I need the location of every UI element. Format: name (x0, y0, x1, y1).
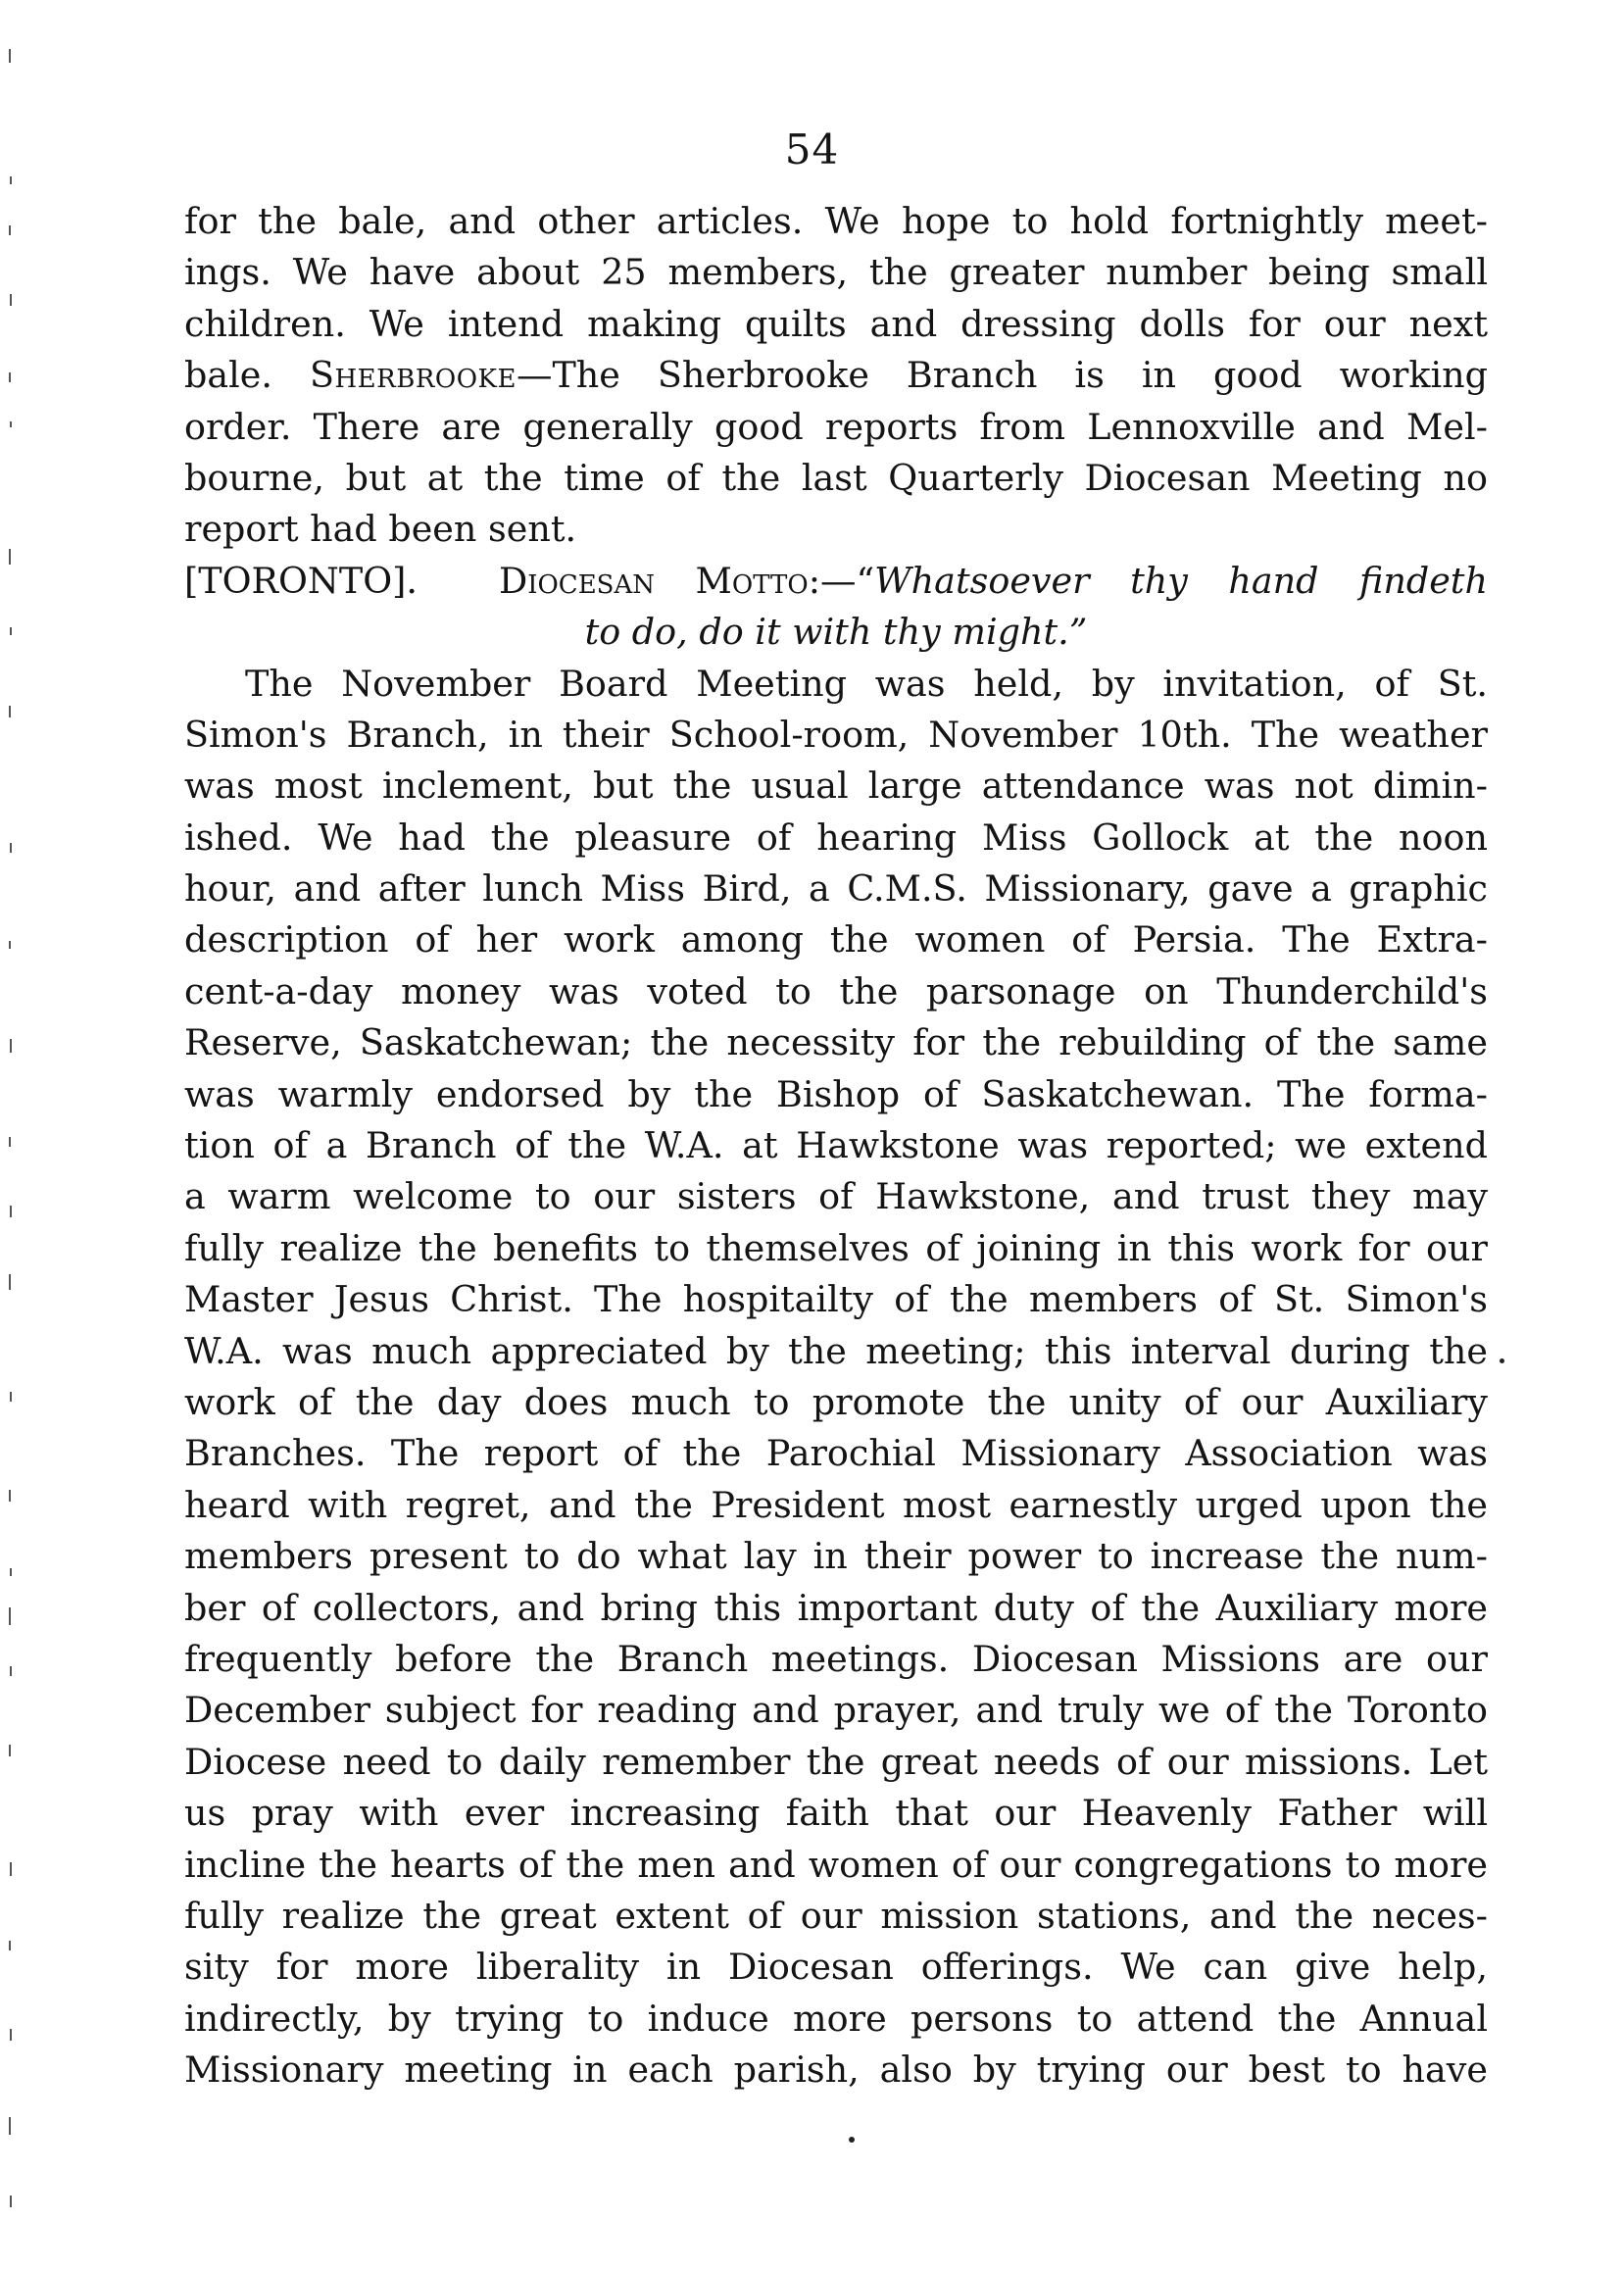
scan-speck (849, 2137, 855, 2143)
text-line: Master Jesus Christ. The hospitailty of the members of St. Simon's (184, 1278, 1488, 1321)
text-line: hour, and after lunch Miss Bird, a C.M.S. Missionary, gave a graphic (184, 867, 1488, 911)
motto-heading (499, 560, 1488, 602)
text-fragment: bale. (184, 354, 310, 397)
text-line: Missionary meeting in each parish, also by trying our best to have (184, 2048, 1488, 2092)
text-line: Simon's Branch, in their School-room, November 10th. The weather (184, 713, 1488, 756)
text-line: tion of a Branch of the W.A. at Hawkstone was reported; we extend (184, 1124, 1488, 1167)
text-line: frequently before the Branch meetings. Diocesan Missions are our (184, 1637, 1488, 1680)
branch-name-sherbrooke: Sherbrooke (310, 354, 517, 397)
text-line-sherbrooke (184, 350, 1488, 401)
text-line: children. We intend making quilts and dressing dolls for our next (184, 302, 1488, 345)
text-line: W.A. was much appreciated by the meeting; this interval during the (184, 1329, 1488, 1372)
text-line: The November Board Meeting was held, by invitation, of St. (245, 662, 1488, 705)
text-line: Diocese need to daily remember the great needs of our missions. Let (184, 1740, 1488, 1783)
text-line: ished. We had the pleasure of hearing Miss Gollock at the noon (184, 815, 1488, 859)
text-line: order. There are generally good reports from Lennoxville and Mel- (184, 405, 1488, 448)
text-line: work of the day does much to promote the unity of our Auxiliary (184, 1380, 1488, 1423)
diocese-heading: [TORONTO]. (184, 559, 418, 602)
page-number: 54 (784, 125, 840, 173)
motto-text: to do, do it with thy might.” (584, 611, 1088, 654)
text-line: fully realize the great extent of our mission stations, and the neces- (184, 1894, 1488, 1937)
text-line: was warmly endorsed by the Bishop of Saskatchewan. The forma- (184, 1072, 1488, 1115)
text-line: sity for more liberality in Diocesan offerings. We can give help, (184, 1946, 1488, 1989)
text-line: heard with regret, and the President most earnestly urged upon the (184, 1483, 1488, 1526)
text-line: a warm welcome to our sisters of Hawkstone, and trust they may (184, 1175, 1488, 1218)
text-line: incline the hearts of the men and women of our congregations to more (184, 1843, 1488, 1886)
text-line: ings. We have about 25 members, the greater number being small (184, 251, 1488, 294)
text-line: us pray with ever increasing faith that our Heavenly Father will (184, 1792, 1488, 1835)
text-line: members present to do what lay in their power to increase the num- (184, 1535, 1488, 1578)
text-line: Branches. The report of the Parochial Missionary Association was (184, 1432, 1488, 1475)
motto-line-2 (184, 607, 1488, 658)
text-line: cent-a-day money was voted to the parsonage on Thunderchild's (184, 969, 1488, 1012)
text-line: ber of collectors, and bring this important duty of the Auxiliary more (184, 1586, 1488, 1629)
scan-margin-specks (6, 0, 16, 2270)
text-line: December subject for reading and prayer, and truly we of the Toronto (184, 1689, 1488, 1732)
motto-separator: :—“ (808, 559, 875, 602)
motto-text: Whatsoever thy hand findeth (874, 559, 1488, 602)
scan-speck (1500, 1358, 1504, 1363)
text-line: Reserve, Saskatchewan; the necessity for the rebuilding of the same (184, 1021, 1488, 1064)
motto-label: Diocesan Motto (498, 559, 809, 602)
text-line: for the bale, and other articles. We hope to hold fortnightly meet- (184, 200, 1488, 242)
page-body (184, 196, 1488, 2096)
text-line: fully realize the benefits to themselves of joining in this work for our (184, 1226, 1488, 1269)
text-line: description of her work among the women of Persia. The Extra- (184, 918, 1488, 962)
motto-line (184, 556, 1488, 607)
text-line: bourne, but at the time of the last Quarterly Diocesan Meeting no (184, 456, 1488, 499)
text-line: indirectly, by trying to induce more persons to attend the Annual (184, 1997, 1488, 2040)
text-fragment: —The Sherbrooke Branch is in good working (516, 354, 1488, 397)
text-line: was most inclement, but the usual large attendance was not dimin- (184, 765, 1488, 808)
text-line: report had been sent. (184, 508, 577, 551)
